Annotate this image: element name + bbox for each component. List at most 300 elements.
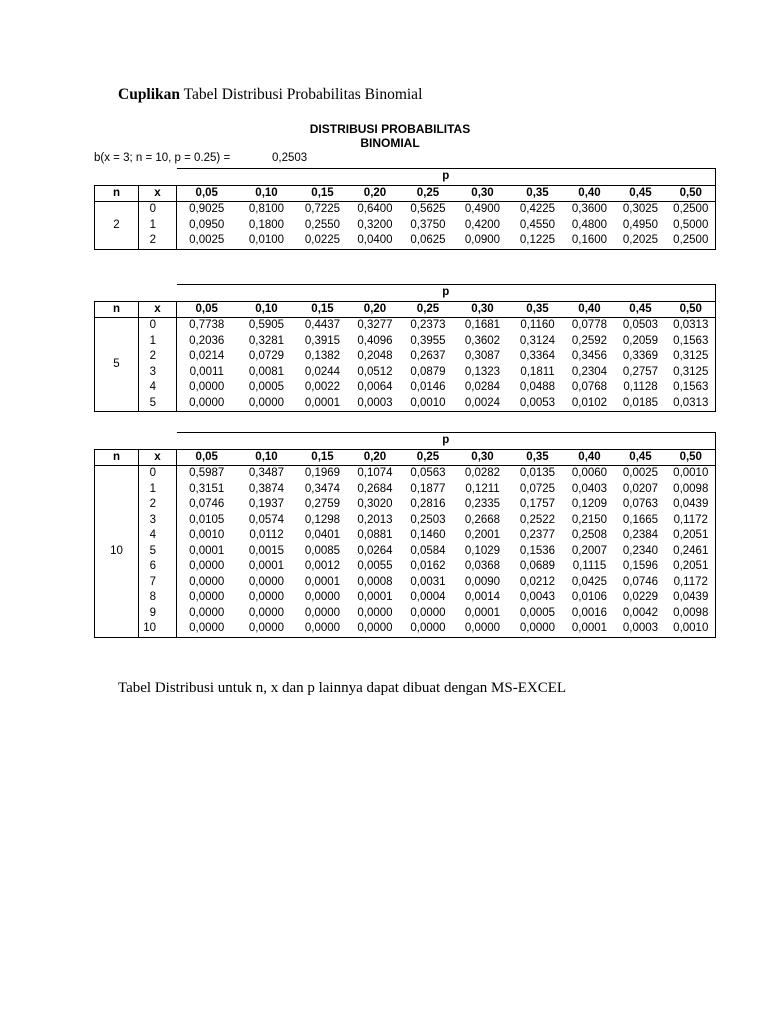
table-row bbox=[95, 349, 716, 365]
probability-cell: 0,0003 bbox=[615, 621, 667, 637]
probability-cell: 0,0574 bbox=[248, 513, 285, 526]
column-header-p: 0,15 bbox=[297, 301, 349, 318]
probability-cell: 0,2384 bbox=[622, 529, 659, 542]
column-header-p: 0,05 bbox=[177, 185, 237, 202]
column-header-p: 0,30 bbox=[455, 301, 511, 318]
x-value: 3 bbox=[139, 513, 177, 529]
formula-value: 0,2503 bbox=[272, 152, 308, 164]
probability-cell: 0,0031 bbox=[410, 575, 446, 588]
probability-cell: 0,0768 bbox=[571, 381, 608, 394]
probability-cell: 0,1382 bbox=[304, 350, 341, 363]
column-header-p: 0,30 bbox=[455, 185, 511, 202]
table-row bbox=[95, 497, 716, 513]
probability-cell: 0,0563 bbox=[410, 467, 446, 480]
table-row bbox=[95, 365, 716, 381]
probability-cell: 0,6400 bbox=[357, 203, 393, 216]
probability-cell: 0,1563 bbox=[667, 334, 716, 350]
column-header-p: 0,50 bbox=[667, 301, 716, 318]
probability-cell: 0,2304 bbox=[571, 365, 608, 378]
probability-cell: 0,1800 bbox=[248, 218, 285, 231]
probability-cell: 0,0403 bbox=[571, 482, 608, 495]
probability-cell: 0,0225 bbox=[297, 233, 349, 249]
x-value: 2 bbox=[139, 233, 177, 249]
probability-cell: 0,2007 bbox=[571, 544, 608, 557]
column-header-x: x bbox=[139, 301, 177, 318]
column-header-p: 0,25 bbox=[402, 185, 455, 202]
probability-cell: 0,1128 bbox=[623, 381, 658, 394]
probability-cell: 0,0016 bbox=[571, 606, 608, 619]
probability-cell: 0,1811 bbox=[520, 365, 555, 378]
probability-cell: 0,0010 bbox=[189, 529, 225, 542]
probability-cell: 0,0014 bbox=[464, 591, 501, 604]
x-value: 2 bbox=[139, 497, 177, 513]
column-header-p: 0,50 bbox=[667, 185, 716, 202]
column-header-p: 0,20 bbox=[349, 301, 402, 318]
probability-cell: 0,1074 bbox=[357, 467, 393, 480]
probability-cell: 0,4900 bbox=[464, 203, 501, 216]
x-value: 0 bbox=[139, 318, 177, 334]
probability-cell: 0,0001 bbox=[565, 621, 615, 637]
probability-cell: 0,0000 bbox=[189, 606, 225, 619]
probability-cell: 0,0043 bbox=[519, 591, 556, 604]
probability-cell: 0,5000 bbox=[667, 218, 716, 234]
probability-cell: 0,3151 bbox=[189, 482, 225, 495]
column-header-p: 0,35 bbox=[511, 449, 565, 466]
binomial-table-n10 bbox=[94, 432, 716, 638]
table-row bbox=[95, 513, 716, 529]
probability-cell: 0,0135 bbox=[519, 467, 556, 480]
probability-cell: 0,0244 bbox=[304, 365, 341, 378]
probability-cell: 0,0282 bbox=[464, 467, 501, 480]
column-header-n: n bbox=[95, 449, 139, 466]
probability-cell: 0,0000 bbox=[189, 381, 225, 394]
probability-cell: 0,2150 bbox=[571, 513, 608, 526]
probability-cell: 0,1665 bbox=[622, 513, 659, 526]
column-header-p: 0,10 bbox=[237, 301, 297, 318]
probability-cell: 0,2522 bbox=[519, 513, 556, 526]
heading-line-2: BINOMIAL bbox=[360, 136, 420, 150]
probability-cell: 0,0162 bbox=[410, 560, 446, 573]
column-header-p: 0,10 bbox=[237, 185, 297, 202]
column-header-p: 0,45 bbox=[615, 449, 667, 466]
probability-cell: 0,0015 bbox=[248, 544, 285, 557]
probability-cell: 0,0313 bbox=[667, 396, 716, 412]
x-value: 10 bbox=[139, 621, 177, 637]
probability-cell: 0,3602 bbox=[464, 334, 501, 347]
table-row bbox=[95, 396, 716, 412]
probability-cell: 0,0001 bbox=[248, 560, 285, 573]
probability-cell: 0,0008 bbox=[357, 575, 393, 588]
probability-cell: 0,0000 bbox=[177, 621, 237, 637]
column-header-p: 0,15 bbox=[297, 185, 349, 202]
column-header-p: 0,40 bbox=[565, 185, 615, 202]
heading-line-1: DISTRIBUSI PROBABILITAS bbox=[309, 122, 471, 136]
probability-cell: 0,3456 bbox=[571, 350, 608, 363]
probability-cell: 0,8100 bbox=[248, 203, 285, 216]
column-header-x: x bbox=[139, 449, 177, 466]
x-value: 8 bbox=[139, 590, 177, 606]
probability-cell: 0,0000 bbox=[237, 621, 297, 637]
column-header-p: 0,05 bbox=[177, 301, 237, 318]
p-header: p bbox=[177, 285, 716, 302]
probability-cell: 0,0625 bbox=[402, 233, 455, 249]
column-header-p: 0,45 bbox=[615, 185, 667, 202]
column-header-p: 0,50 bbox=[667, 449, 716, 466]
column-header-p: 0,25 bbox=[402, 301, 455, 318]
x-value: 1 bbox=[139, 482, 177, 498]
probability-cell: 0,0000 bbox=[189, 575, 225, 588]
column-header-p: 0,35 bbox=[511, 185, 565, 202]
probability-cell: 0,2592 bbox=[571, 334, 608, 347]
probability-cell: 0,2051 bbox=[667, 559, 716, 575]
probability-cell: 0,2013 bbox=[357, 513, 393, 526]
probability-cell: 0,2550 bbox=[304, 218, 341, 231]
title-text: Tabel Distribusi Probabilitas Binomial bbox=[183, 86, 423, 103]
probability-cell: 0,0012 bbox=[304, 560, 341, 573]
blank-cell bbox=[139, 285, 177, 302]
probability-cell: 0,0105 bbox=[189, 513, 225, 526]
probability-cell: 0,0185 bbox=[615, 396, 667, 412]
probability-cell: 0,0000 bbox=[248, 591, 285, 604]
probability-cell: 0,0313 bbox=[667, 318, 716, 334]
probability-cell: 0,0010 bbox=[667, 466, 716, 482]
p-header: p bbox=[177, 433, 716, 450]
probability-cell: 0,2508 bbox=[571, 529, 608, 542]
probability-cell: 0,0025 bbox=[177, 233, 237, 249]
table-row bbox=[95, 544, 716, 560]
blank-cell bbox=[139, 433, 177, 450]
x-value: 2 bbox=[139, 349, 177, 365]
probability-cell: 0,0746 bbox=[622, 575, 659, 588]
table-row bbox=[95, 606, 716, 622]
table-row bbox=[95, 528, 716, 544]
probability-cell: 0,0000 bbox=[248, 606, 285, 619]
probability-cell: 0,0212 bbox=[519, 575, 556, 588]
probability-cell: 0,4200 bbox=[464, 218, 501, 231]
probability-cell: 0,3125 bbox=[667, 365, 716, 381]
probability-cell: 0,1323 bbox=[464, 365, 501, 378]
probability-cell: 0,0001 bbox=[304, 575, 341, 588]
probability-cell: 0,4096 bbox=[357, 334, 393, 347]
probability-cell: 0,1211 bbox=[465, 482, 500, 495]
probability-cell: 0,0010 bbox=[667, 621, 716, 637]
table-row bbox=[95, 482, 716, 498]
probability-cell: 0,0000 bbox=[297, 621, 349, 637]
x-value: 0 bbox=[139, 466, 177, 482]
probability-cell: 0,2500 bbox=[667, 233, 716, 249]
document-title bbox=[118, 86, 422, 104]
x-value: 7 bbox=[139, 575, 177, 591]
x-value: 6 bbox=[139, 559, 177, 575]
binomial-table-n2 bbox=[94, 168, 716, 250]
probability-cell: 0,0100 bbox=[237, 233, 297, 249]
probability-cell: 0,0401 bbox=[304, 529, 341, 542]
probability-cell: 0,0763 bbox=[622, 498, 659, 511]
column-header-p: 0,45 bbox=[615, 301, 667, 318]
probability-cell: 0,0000 bbox=[237, 396, 297, 412]
probability-cell: 0,0512 bbox=[357, 365, 393, 378]
table-row bbox=[95, 621, 716, 637]
table-row bbox=[95, 233, 716, 249]
table-row bbox=[95, 466, 716, 482]
probability-cell: 0,0000 bbox=[349, 621, 402, 637]
probability-cell: 0,1536 bbox=[519, 544, 556, 557]
probability-cell: 0,0000 bbox=[304, 591, 341, 604]
probability-cell: 0,0025 bbox=[622, 467, 659, 480]
probability-cell: 0,3020 bbox=[357, 498, 393, 511]
probability-cell: 0,0001 bbox=[357, 591, 393, 604]
probability-cell: 0,7225 bbox=[304, 203, 341, 216]
x-value: 1 bbox=[139, 218, 177, 234]
probability-cell: 0,4437 bbox=[304, 319, 341, 332]
probability-cell: 0,0881 bbox=[357, 529, 393, 542]
probability-cell: 0,1877 bbox=[410, 482, 446, 495]
probability-cell: 0,2461 bbox=[667, 544, 716, 560]
probability-cell: 0,2500 bbox=[667, 202, 716, 218]
probability-cell: 0,1757 bbox=[519, 498, 556, 511]
probability-cell: 0,0146 bbox=[410, 381, 446, 394]
x-value: 5 bbox=[139, 544, 177, 560]
probability-cell: 0,3281 bbox=[248, 334, 285, 347]
x-value: 0 bbox=[139, 202, 177, 218]
probability-cell: 0,0000 bbox=[177, 396, 237, 412]
footer-note: Tabel Distribusi untuk n, x dan p lainnya dapat dibuat dengan MS-EXCEL bbox=[118, 680, 567, 696]
probability-cell: 0,0000 bbox=[304, 606, 341, 619]
probability-cell: 0,2503 bbox=[410, 513, 446, 526]
probability-cell: 0,0010 bbox=[402, 396, 455, 412]
probability-cell: 0,2036 bbox=[189, 334, 225, 347]
x-value: 4 bbox=[139, 380, 177, 396]
probability-cell: 0,0022 bbox=[304, 381, 341, 394]
column-header-p: 0,20 bbox=[349, 449, 402, 466]
probability-cell: 0,0214 bbox=[189, 350, 225, 363]
probability-cell: 0,0055 bbox=[357, 560, 393, 573]
probability-cell: 0,3364 bbox=[519, 350, 556, 363]
table-row bbox=[95, 318, 716, 334]
probability-cell: 0,2757 bbox=[622, 365, 659, 378]
column-header-n: n bbox=[95, 301, 139, 318]
probability-cell: 0,0001 bbox=[297, 396, 349, 412]
x-value: 4 bbox=[139, 528, 177, 544]
probability-cell: 0,2637 bbox=[410, 350, 446, 363]
table-row bbox=[95, 559, 716, 575]
probability-cell: 0,0098 bbox=[667, 482, 716, 498]
probability-cell: 0,0000 bbox=[248, 575, 285, 588]
probability-cell: 0,1937 bbox=[248, 498, 285, 511]
n-value: 5 bbox=[95, 318, 139, 412]
x-value: 9 bbox=[139, 606, 177, 622]
probability-cell: 0,0000 bbox=[357, 606, 393, 619]
probability-cell: 0,0746 bbox=[189, 498, 225, 511]
column-header-x: x bbox=[139, 185, 177, 202]
distribution-heading bbox=[240, 122, 540, 150]
column-header-p: 0,05 bbox=[177, 449, 237, 466]
probability-cell: 0,0400 bbox=[349, 233, 402, 249]
probability-cell: 0,0425 bbox=[571, 575, 608, 588]
probability-cell: 0,3474 bbox=[304, 482, 341, 495]
probability-cell: 0,0005 bbox=[519, 606, 556, 619]
probability-cell: 0,0000 bbox=[402, 621, 455, 637]
probability-cell: 0,7738 bbox=[189, 319, 225, 332]
formula-label: b(x = 3; n = 10, p = 0.25) = bbox=[94, 152, 231, 164]
column-header-p: 0,15 bbox=[297, 449, 349, 466]
probability-cell: 0,2759 bbox=[304, 498, 341, 511]
column-header-p: 0,10 bbox=[237, 449, 297, 466]
probability-cell: 0,0950 bbox=[189, 218, 225, 231]
probability-cell: 0,2340 bbox=[622, 544, 659, 557]
title-bold-word: Cuplikan bbox=[118, 86, 181, 103]
probability-cell: 0,3025 bbox=[622, 203, 659, 216]
x-value: 5 bbox=[139, 396, 177, 412]
probability-cell: 0,3200 bbox=[357, 218, 393, 231]
probability-cell: 0,0003 bbox=[349, 396, 402, 412]
table-row bbox=[95, 380, 716, 396]
probability-cell: 0,0488 bbox=[519, 381, 556, 394]
probability-cell: 0,0284 bbox=[464, 381, 501, 394]
probability-cell: 0,3369 bbox=[622, 350, 659, 363]
probability-cell: 0,0000 bbox=[410, 606, 446, 619]
probability-cell: 0,1209 bbox=[571, 498, 608, 511]
blank-cell bbox=[95, 285, 139, 302]
x-value: 1 bbox=[139, 334, 177, 350]
probability-cell: 0,2668 bbox=[464, 513, 501, 526]
probability-cell: 0,0439 bbox=[667, 497, 716, 513]
binomial-example-formula bbox=[94, 152, 308, 164]
probability-cell: 0,0000 bbox=[455, 621, 511, 637]
probability-cell: 0,2335 bbox=[464, 498, 501, 511]
probability-cell: 0,0005 bbox=[248, 381, 285, 394]
probability-cell: 0,2684 bbox=[357, 482, 393, 495]
binomial-table-n5 bbox=[94, 284, 716, 412]
probability-cell: 0,0229 bbox=[622, 591, 659, 604]
probability-cell: 0,1596 bbox=[622, 560, 659, 573]
column-header-p: 0,20 bbox=[349, 185, 402, 202]
probability-cell: 0,2373 bbox=[410, 319, 446, 332]
probability-cell: 0,0090 bbox=[464, 575, 501, 588]
probability-cell: 0,1029 bbox=[464, 544, 501, 557]
probability-cell: 0,0004 bbox=[410, 591, 446, 604]
probability-cell: 0,0098 bbox=[667, 606, 716, 622]
probability-cell: 0,0102 bbox=[565, 396, 615, 412]
probability-cell: 0,1115 bbox=[572, 560, 607, 573]
probability-cell: 0,3124 bbox=[519, 334, 556, 347]
p-header: p bbox=[177, 169, 716, 186]
probability-cell: 0,0900 bbox=[455, 233, 511, 249]
probability-cell: 0,1225 bbox=[511, 233, 565, 249]
probability-cell: 0,3915 bbox=[304, 334, 341, 347]
column-header-p: 0,30 bbox=[455, 449, 511, 466]
probability-cell: 0,0106 bbox=[571, 591, 608, 604]
probability-cell: 0,3600 bbox=[571, 203, 608, 216]
column-header-p: 0,40 bbox=[565, 301, 615, 318]
probability-cell: 0,1969 bbox=[304, 467, 341, 480]
table-row bbox=[95, 218, 716, 234]
table-row bbox=[95, 575, 716, 591]
probability-cell: 0,0207 bbox=[622, 482, 659, 495]
probability-cell: 0,3487 bbox=[248, 467, 285, 480]
probability-cell: 0,0085 bbox=[304, 544, 341, 557]
probability-cell: 0,0064 bbox=[357, 381, 393, 394]
probability-cell: 0,1298 bbox=[304, 513, 341, 526]
column-header-p: 0,40 bbox=[565, 449, 615, 466]
probability-cell: 0,1172 bbox=[667, 513, 716, 529]
probability-cell: 0,3955 bbox=[410, 334, 446, 347]
probability-cell: 0,0112 bbox=[249, 529, 284, 542]
probability-cell: 0,0725 bbox=[519, 482, 556, 495]
probability-cell: 0,0001 bbox=[189, 544, 225, 557]
probability-cell: 0,1460 bbox=[410, 529, 446, 542]
probability-cell: 0,3874 bbox=[248, 482, 285, 495]
probability-cell: 0,0001 bbox=[464, 606, 501, 619]
column-header-n: n bbox=[95, 185, 139, 202]
probability-cell: 0,0584 bbox=[410, 544, 446, 557]
n-value: 2 bbox=[95, 202, 139, 250]
probability-cell: 0,2025 bbox=[615, 233, 667, 249]
probability-cell: 0,1172 bbox=[667, 575, 716, 591]
column-header-p: 0,35 bbox=[511, 301, 565, 318]
probability-cell: 0,4550 bbox=[519, 218, 556, 231]
probability-cell: 0,0000 bbox=[511, 621, 565, 637]
probability-cell: 0,0368 bbox=[464, 560, 501, 573]
blank-cell bbox=[139, 169, 177, 186]
probability-cell: 0,2059 bbox=[622, 334, 659, 347]
probability-cell: 0,2001 bbox=[464, 529, 501, 542]
column-header-p: 0,25 bbox=[402, 449, 455, 466]
blank-cell bbox=[95, 169, 139, 186]
probability-cell: 0,4225 bbox=[519, 203, 556, 216]
n-value: 10 bbox=[95, 466, 139, 638]
probability-cell: 0,4950 bbox=[622, 218, 659, 231]
probability-cell: 0,1681 bbox=[464, 319, 501, 332]
probability-cell: 0,0081 bbox=[248, 365, 285, 378]
probability-cell: 0,2377 bbox=[519, 529, 556, 542]
probability-cell: 0,0729 bbox=[248, 350, 285, 363]
probability-cell: 0,0264 bbox=[357, 544, 393, 557]
probability-cell: 0,0439 bbox=[667, 590, 716, 606]
probability-cell: 0,0689 bbox=[519, 560, 556, 573]
probability-cell: 0,0011 bbox=[189, 365, 224, 378]
table-row bbox=[95, 202, 716, 218]
probability-cell: 0,1563 bbox=[667, 380, 716, 396]
probability-cell: 0,0053 bbox=[511, 396, 565, 412]
probability-cell: 0,2051 bbox=[667, 528, 716, 544]
probability-cell: 0,2048 bbox=[357, 350, 393, 363]
probability-cell: 0,5625 bbox=[410, 203, 446, 216]
x-value: 3 bbox=[139, 365, 177, 381]
probability-cell: 0,0000 bbox=[189, 560, 225, 573]
probability-cell: 0,1160 bbox=[520, 319, 555, 332]
probability-cell: 0,3087 bbox=[464, 350, 501, 363]
probability-cell: 0,3125 bbox=[667, 349, 716, 365]
probability-cell: 0,0042 bbox=[622, 606, 659, 619]
probability-cell: 0,2816 bbox=[410, 498, 446, 511]
blank-cell bbox=[95, 433, 139, 450]
probability-cell: 0,9025 bbox=[189, 203, 225, 216]
probability-cell: 0,1600 bbox=[565, 233, 615, 249]
probability-cell: 0,5905 bbox=[248, 319, 285, 332]
probability-cell: 0,0024 bbox=[455, 396, 511, 412]
probability-cell: 0,0879 bbox=[410, 365, 446, 378]
probability-cell: 0,5987 bbox=[189, 467, 225, 480]
probability-cell: 0,3750 bbox=[410, 218, 446, 231]
table-row bbox=[95, 590, 716, 606]
probability-cell: 0,3277 bbox=[357, 319, 393, 332]
probability-cell: 0,0503 bbox=[622, 319, 659, 332]
probability-cell: 0,4800 bbox=[571, 218, 608, 231]
probability-cell: 0,0778 bbox=[571, 319, 608, 332]
probability-cell: 0,0000 bbox=[189, 591, 225, 604]
probability-cell: 0,0060 bbox=[571, 467, 608, 480]
